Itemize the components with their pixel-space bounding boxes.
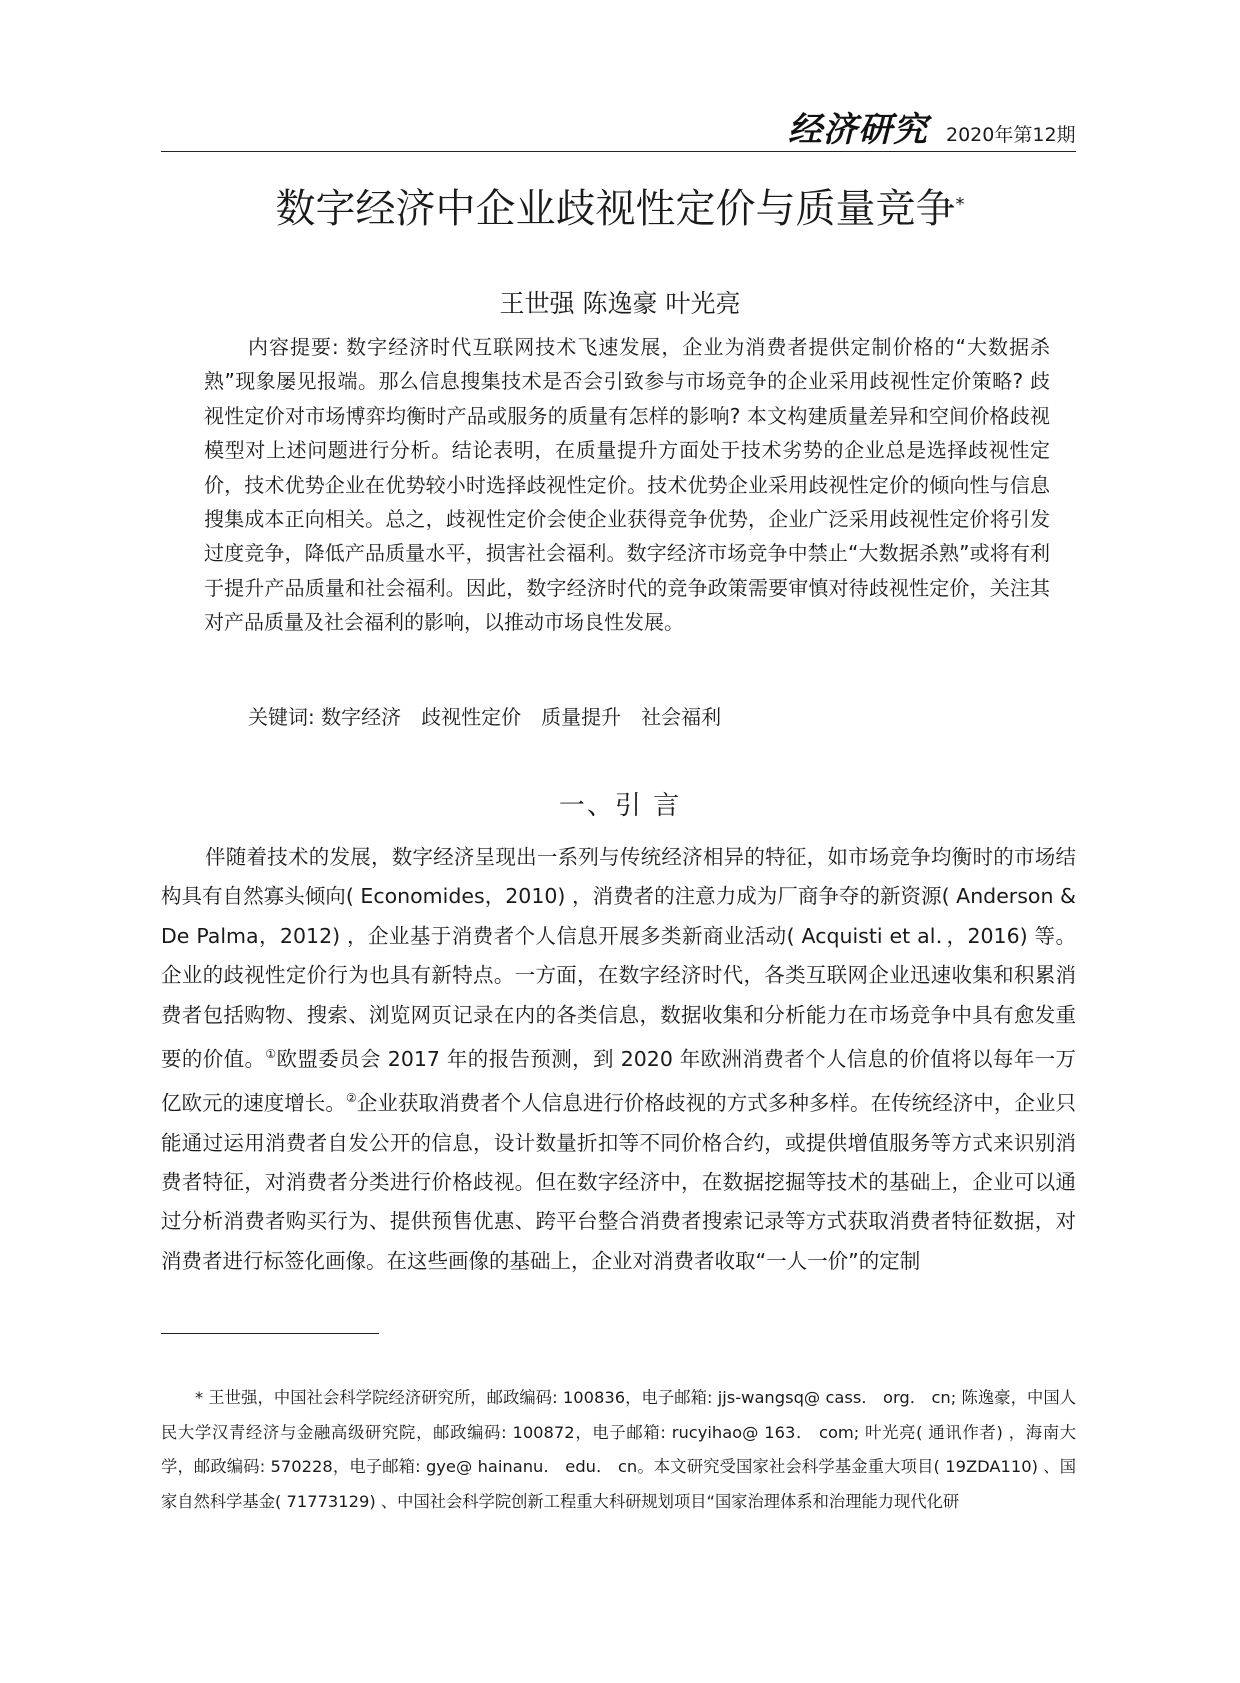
issue-label: 2020年第12期: [946, 124, 1076, 146]
body-paragraph: [161, 838, 1076, 1281]
title-footnote-mark: *: [955, 194, 965, 215]
body-text-part: 伴随着技术的发展，数字经济呈现出一系列与传统经济相异的特征，如市场竞争均衡时的市场结构具有自然寡头倾向( Economides，2010) ，消费者的注意力成为厂商争夺的新资源( Anderson & De Palma，2012) ，企业基于消费者个人信息开展多类新商业活动( Acquisti et al．，2016) 等。企业的歧视性定价行为也具有新特点。一方面，在数字经济时代，各类互联网企业迅速收集和积累消费者包括购物、搜索、浏览网页记录在内的各类信息，数据收集和分析能力在市场竞争中具有愈发重要的价值。: [161, 845, 1076, 1071]
authors: 王世强 陈逸豪 叶光亮: [499, 289, 741, 318]
header-rule: [161, 151, 1076, 152]
keywords: [248, 700, 721, 734]
body-text-part: 欧盟委员会 2017 年的报告预测，到 2020 年欧洲消费者个人信息的价值将以每年一万亿欧元的速度增长。: [161, 1046, 1077, 1116]
abstract: 内容提要: 数字经济时代互联网技术飞速发展，企业为消费者提供定制价格的“大数据杀熟”现象屡见报端。那么信息搜集技术是否会引致参与市场竞争的企业采用歧视性定价策略? 歧视性定价对市场博弈均衡时产品或服务的质量有怎样的影响? 本文构建质量差异和空间价格歧视模型对上述问题进行分析。结论表明，在质量提升方面处于技术劣势的企业总是选择歧视性定价，技术优势企业在优势较小时选择歧视性定价。技术优势企业采用歧视性定价的倾向性与信息搜集成本正向相关。总之，歧视性定价会使企业获得竞争优势，企业广泛采用歧视性定价将引发过度竞争，降低产品质量水平，损害社会福利。数字经济市场竞争中禁止“大数据杀熟”或将有利于提升产品质量和社会福利。因此，数字经济时代的竞争政策需要审慎对待歧视性定价，关注其对产品质量及社会福利的影响，以推动市场良性发展。: [204, 335, 1050, 635]
keyword: 社会福利: [641, 705, 722, 729]
footnote-rule: [161, 1333, 379, 1334]
journal-logo: 经济研究: [788, 110, 928, 150]
section-heading: 一、引 言: [558, 791, 682, 821]
note-mark: ①: [265, 1047, 277, 1062]
keyword: 质量提升: [541, 705, 622, 729]
keywords-label: 关键词: 数字经济: [248, 705, 402, 729]
body-text-part: 企业获取消费者个人信息进行价格歧视的方式多种多样。在传统经济中，企业只能通过运用消费者自发公开的信息，设计数量折扣等不同价格合约，或提供增值服务等方式来识别消费者特征，对消费者分类进行价格歧视。但在数字经济中，在数据挖掘等技术的基础上，企业可以通过分析消费者购买行为、提供预售优惠、跨平台整合消费者搜索记录等方式获取消费者特征数据，对消费者进行标签化画像。在这些画像的基础上，企业对消费者收取“一人一价”的定制: [161, 1091, 1077, 1273]
note-mark: ②: [345, 1091, 357, 1106]
keyword: 歧视性定价: [421, 705, 522, 729]
title-text: 数字经济中企业歧视性定价与质量竞争: [275, 186, 956, 232]
footnote: * 王世强，中国社会科学院经济研究所，邮政编码: 100836，电子邮箱: jjs-wangsq@ cass． org． cn; 陈逸豪，中国人民大学汉青经济与金融高级研究院，邮政编码: 100872，电子邮箱: rucyihao@ 163． com; 叶光亮( 通讯作者) ，海南大学，邮政编码: 570228，电子邮箱: gye@ hainanu． edu． cn。本文研究受国家社会科学基金重大项目( 19ZDA110) 、国家自然科学基金( 71773129) 、中国社会科学院创新工程重大科研规划项目“国家治理体系和治理能力现代化研: [161, 1388, 1076, 1511]
article-title: [160, 183, 1080, 235]
